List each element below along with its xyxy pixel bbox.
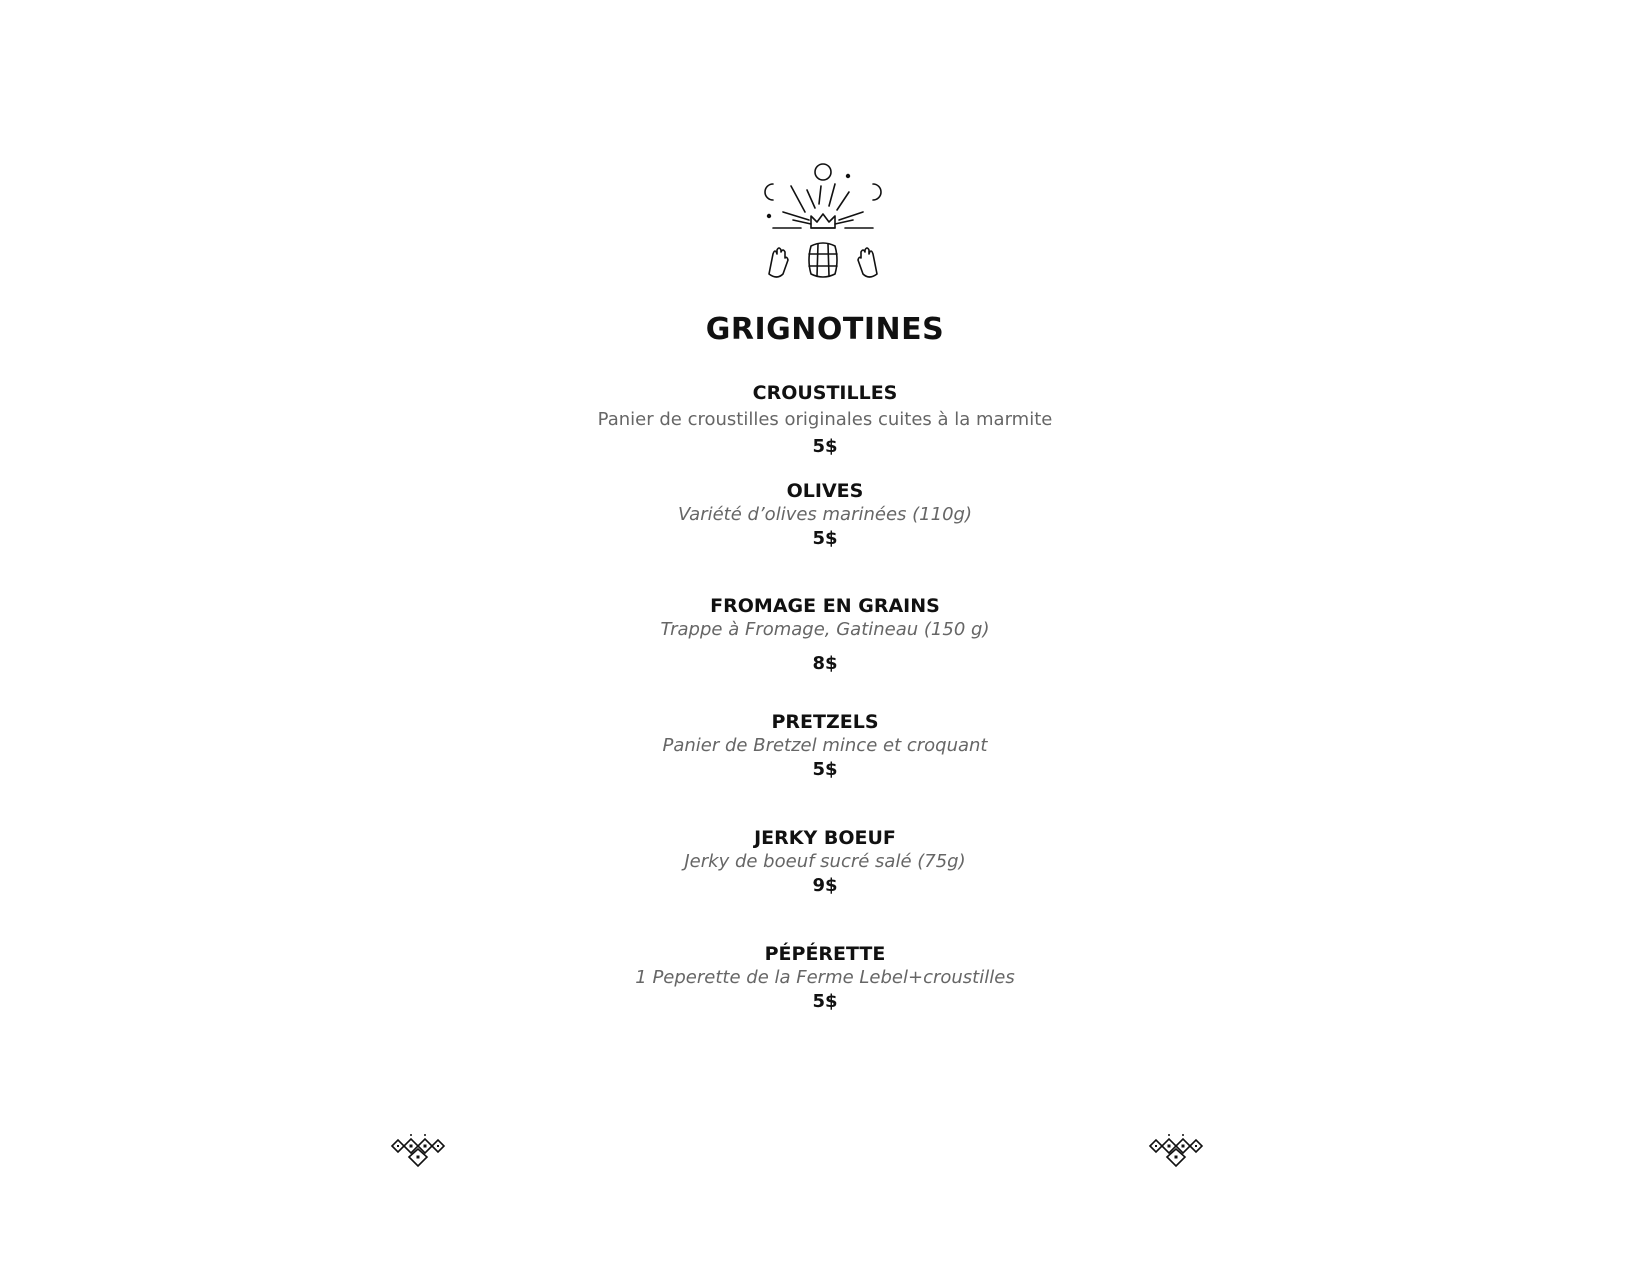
- menu-item: [0, 479, 1650, 551]
- item-description: 1 Peperette de la Ferme Lebel+croustilles: [635, 967, 1015, 988]
- diamond-ornament-icon: [1148, 1133, 1204, 1169]
- item-description: Variété d’olives marinées (110g): [678, 504, 972, 525]
- item-name: CROUSTILLES: [752, 382, 898, 404]
- item-description: Jerky de boeuf sucré salé (75g): [684, 851, 966, 872]
- item-price: 5$: [812, 991, 838, 1012]
- item-name: OLIVES: [786, 480, 864, 502]
- item-price: 5$: [812, 759, 838, 780]
- menu-item: [0, 942, 1650, 1014]
- page-title: GRIGNOTINES: [705, 312, 945, 347]
- item-price: 5$: [812, 528, 838, 549]
- item-price: 5$: [812, 436, 838, 457]
- item-name: PRETZELS: [771, 711, 879, 733]
- mystic-barrel-crown-logo-icon: [763, 162, 883, 286]
- diamond-ornament-icon: [390, 1133, 446, 1169]
- item-price: 9$: [812, 875, 838, 896]
- item-name: JERKY BOEUF: [754, 827, 896, 849]
- menu-item: [0, 594, 1650, 676]
- item-description: Trappe à Fromage, Gatineau (150 g): [660, 619, 990, 640]
- item-description: Panier de Bretzel mince et croquant: [662, 735, 988, 756]
- item-description: Panier de croustilles originales cuites à la marmite: [597, 409, 1053, 430]
- item-price: 8$: [812, 653, 838, 674]
- menu-item: [0, 710, 1650, 782]
- menu-item: [0, 826, 1650, 898]
- item-name: PÉPÉRETTE: [764, 943, 886, 965]
- menu-item: [0, 381, 1650, 459]
- item-name: FROMAGE EN GRAINS: [710, 595, 940, 617]
